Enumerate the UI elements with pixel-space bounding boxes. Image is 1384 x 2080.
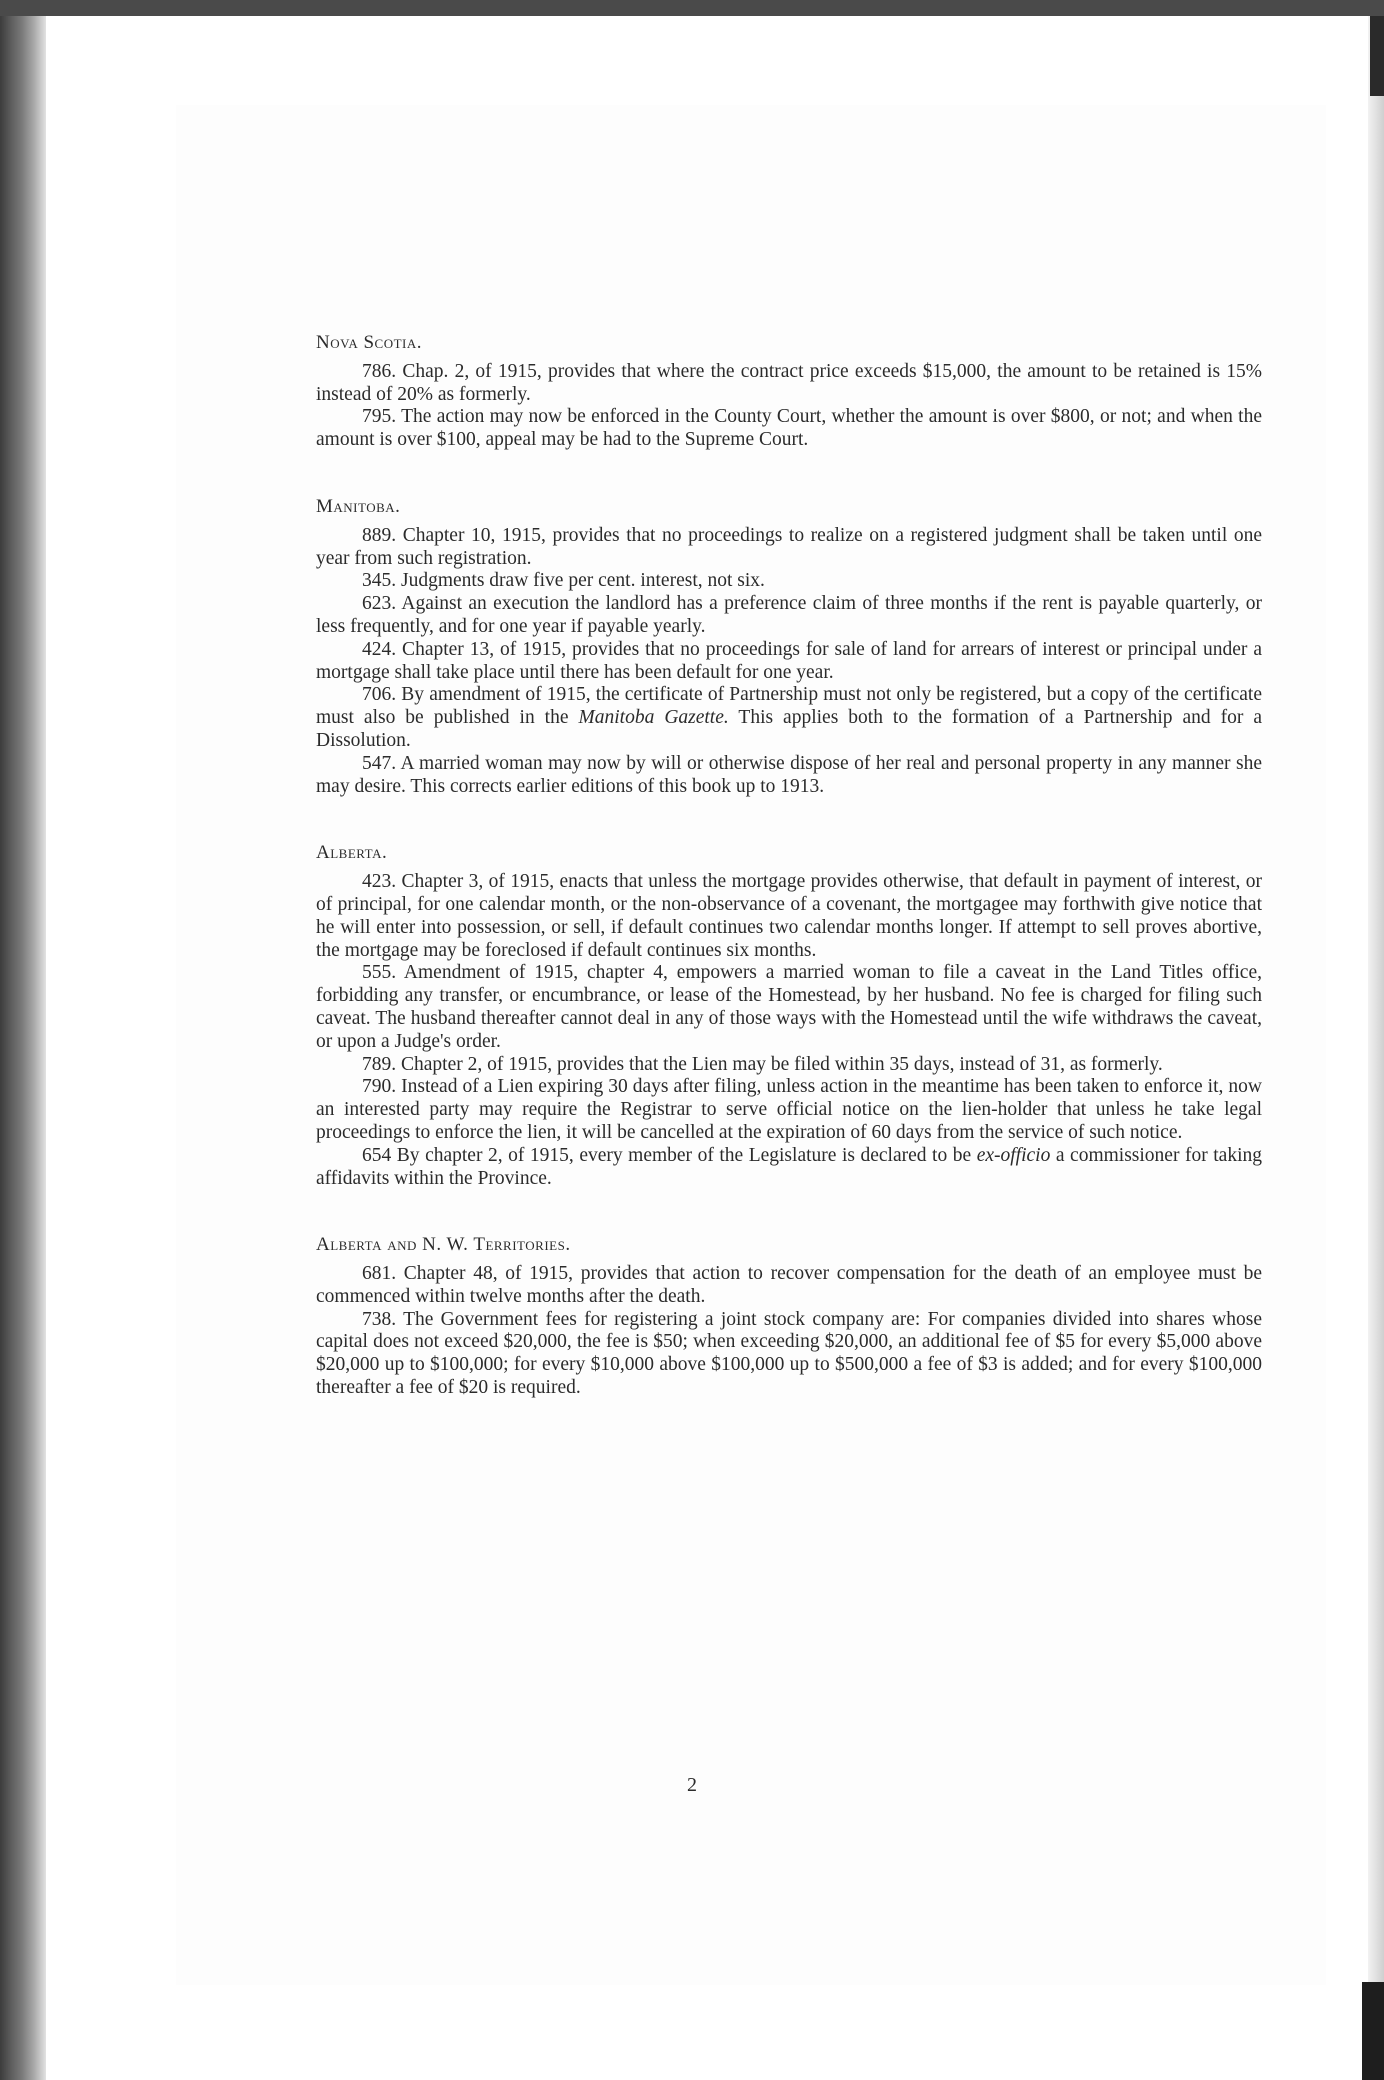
paragraph: 795. The action may now be enforced in the County Court, whether the amount is over $800, or not; and when the amount is over $100, appeal may be had to the Supreme Court.: [316, 406, 1262, 451]
book-spine-edge: [0, 16, 46, 2080]
section-heading: Alberta.: [316, 842, 388, 864]
paragraph-text: 706. By amendment of 1915, the certificate of Partnership must not only be registered, but a copy of the certificate must also be published in the: [316, 684, 1262, 729]
paragraph-text: This applies both to the formation of a Partnership and for a Dissolution.: [316, 707, 1262, 751]
scan-clip-top: [1370, 16, 1384, 96]
paragraph-text: a commissioner for taking affidavits within the Province.: [316, 1144, 1262, 1189]
paragraph: 424. Chapter 13, of 1915, provides that no proceedings for sale of land for arrears of interest or principal under a mortgage shall take place until there has been default for one year.: [316, 638, 1262, 683]
paragraph: 555. Amendment of 1915, chapter 4, empowers a married woman to file a caveat in the Land Titles office, forbidding any transfer, or encumbrance, or lease of the Homestead, by her husband. No fee is charged for filing such caveat. The husband thereafter cannot deal in any of those ways with the Homestead until the wife withdraws the caveat, or upon a Judge's order.: [316, 962, 1262, 1052]
paragraph: 345. Judgments draw five per cent. interest, not six.: [362, 570, 765, 592]
italic-term: ex-officio: [976, 1144, 1051, 1166]
paragraph: 623. Against an execution the landlord has a preference claim of three months if the rent is payable quarterly, or less frequently, and for one year if payable yearly.: [316, 593, 1262, 637]
section-alberta-nw-territories: [316, 1234, 1262, 1400]
paragraph: 738. The Government fees for registering a joint stock company are: For companies divided into shares whose capital does not exceed $20,000, the fee is $50; when exceeding $20,000, an additional fee of $5 for every $5,000 above $20,000 up to $100,000; for every $10,000 above $100,000 up to $500,000 a fee of $3 is added; and for every $100,000 thereafter a fee of $20 is required.: [316, 1308, 1262, 1399]
page-right-edge: [1368, 16, 1384, 2080]
paragraph-text: 654 By chapter 2, of 1915, every member of the Legislature is declared to be: [362, 1144, 977, 1166]
paragraph: 889. Chapter 10, 1915, provides that no proceedings to realize on a registered judgment shall be taken until one year from such registration.: [316, 524, 1262, 569]
section-heading: Nova Scotia.: [316, 332, 422, 353]
paragraph: 423. Chapter 3, of 1915, enacts that unless the mortgage provides otherwise, that default in payment of interest, or of principal, for one calendar month, or the non-observance of a covenant, the mortgagee may forthwith give notice that he will enter into possession, or sell, if default continues two calendar months longer. If attempt to sell proves abortive, the mortgage may be foreclosed if default continues six months.: [316, 871, 1262, 961]
section-heading: Manitoba.: [316, 495, 401, 517]
section-manitoba: [316, 496, 1262, 798]
paragraph: 786. Chap. 2, of 1915, provides that where the contract price exceeds $15,000, the amount to be retained is 15% instead of 20% as formerly.: [316, 360, 1262, 405]
paragraph: [316, 684, 1262, 752]
paragraph: 681. Chapter 48, of 1915, provides that action to recover compensation for the death of an employee must be commenced within twelve months after the death.: [316, 1263, 1262, 1307]
scan-clip-bottom: [1362, 1982, 1384, 2080]
paragraph: 547. A married woman may now by will or otherwise dispose of her real and personal property in any manner she may desire. This corrects earlier editions of this book up to 1913.: [316, 752, 1262, 797]
page-number: 2: [687, 1774, 697, 1796]
paragraph: 790. Instead of a Lien expiring 30 days after filing, unless action in the meantime has been taken to enforce it, now an interested party may require the Registrar to serve official notice on the lien-holder that unless he take legal proceedings to enforce the lien, it will be cancelled at the expiration of 60 days from the service of such notice.: [316, 1076, 1262, 1143]
paragraph: [316, 1145, 1262, 1191]
paragraph: 789. Chapter 2, of 1915, provides that the Lien may be filed within 35 days, instead of 31, as formerly.: [362, 1053, 1163, 1075]
section-nova-scotia: [316, 332, 1262, 452]
page-body: [316, 332, 1262, 1444]
section-alberta: [316, 842, 1262, 1190]
italic-title: Manitoba Gazette.: [578, 707, 729, 729]
section-heading: Alberta and N. W. Territories.: [316, 1234, 571, 1256]
scan-top-border: [0, 0, 1384, 16]
